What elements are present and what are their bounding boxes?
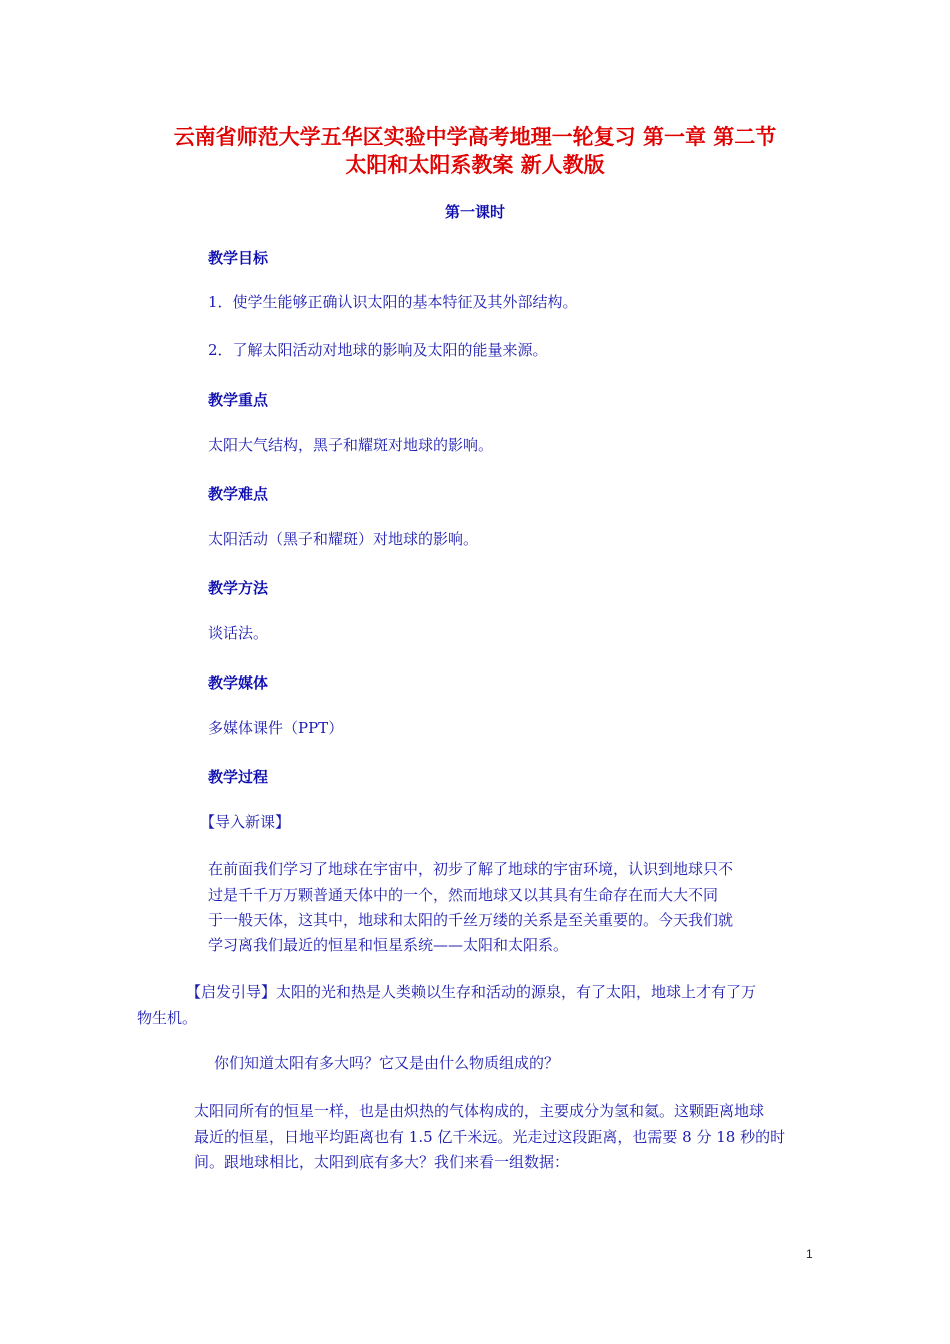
- process-heading: 教学过程: [208, 768, 269, 786]
- intro-line-3: 于一般天体，这其中，地球和太阳的千丝万缕的关系是至关重要的。今天我们就: [208, 911, 734, 929]
- key-points-text: 太阳大气结构，黑子和耀斑对地球的影响。: [208, 436, 494, 454]
- intro-line-1: 在前面我们学习了地球在宇宙中，初步了解了地球的宇宙环境，认识到地球只不: [208, 860, 734, 878]
- page-number: 1: [806, 1247, 813, 1261]
- difficulty-heading: 教学难点: [208, 485, 269, 503]
- guide-answer-line-2: 最近的恒星，日地平均距离也有 1.5 亿千米远。光走过这段距离，也需要 8 分 18 秒的时: [194, 1128, 786, 1146]
- document-title-line-1: 云南省师范大学五华区实验中学高考地理一轮复习 第一章 第二节: [173, 125, 777, 149]
- intro-label: 【导入新课】: [200, 813, 291, 831]
- key-points-heading: 教学重点: [208, 391, 269, 409]
- guide-answer-line-3: 间。跟地球相比，太阳到底有多大？我们来看一组数据：: [194, 1153, 570, 1171]
- guide-line-1: 【启发引导】太阳的光和热是人类赖以生存和活动的源泉，有了太阳，地球上才有了万: [186, 983, 757, 1001]
- document-title-line-2: 太阳和太阳系教案 新人教版: [345, 153, 605, 177]
- objective-1: 1．使学生能够正确认识太阳的基本特征及其外部结构。: [208, 293, 578, 311]
- objectives-heading: 教学目标: [208, 249, 269, 267]
- media-text: 多媒体课件（PPT）: [208, 719, 344, 737]
- media-heading: 教学媒体: [208, 674, 269, 692]
- guide-line-2: 物生机。: [137, 1009, 198, 1027]
- lesson-label: 第一课时: [444, 203, 505, 221]
- difficulty-text: 太阳活动（黑子和耀斑）对地球的影响。: [208, 530, 479, 548]
- intro-line-4: 学习离我们最近的恒星和恒星系统——太阳和太阳系。: [208, 936, 569, 954]
- method-heading: 教学方法: [208, 579, 269, 597]
- method-text: 谈话法。: [208, 624, 269, 642]
- objective-2: 2．了解太阳活动对地球的影响及太阳的能量来源。: [208, 341, 548, 359]
- intro-line-2: 过是千千万万颗普通天体中的一个，然而地球又以其具有生命存在而大大不同: [208, 886, 719, 904]
- guide-answer-line-1: 太阳同所有的恒星一样，也是由炽热的气体构成的，主要成分为氢和氦。这颗距离地球: [194, 1102, 765, 1120]
- guide-question: 你们知道太阳有多大吗？它又是由什么物质组成的？: [214, 1054, 560, 1072]
